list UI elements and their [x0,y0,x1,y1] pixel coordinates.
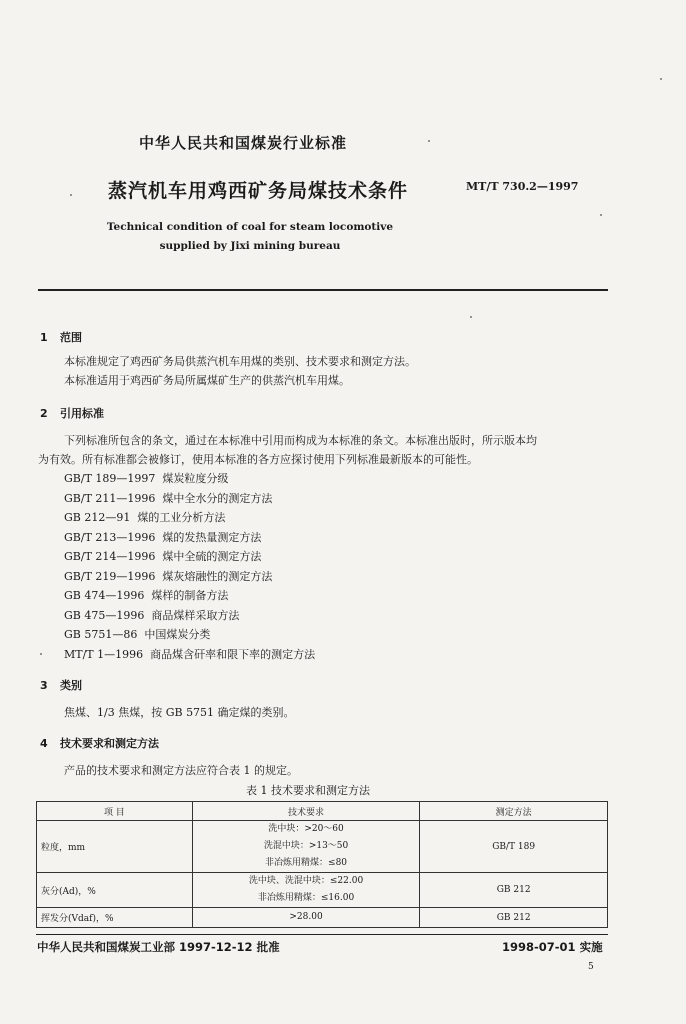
row-item-ash: 灰分(Ad)，% [37,873,193,908]
table-header-row [37,802,608,821]
footer-divider [36,934,608,935]
row-method: GB 212 [420,873,608,908]
header-item: 项 目 [37,802,193,821]
scan-speck [660,78,662,80]
section-4-number: 4 [40,737,48,750]
requirement-line: 非冶炼用精煤：≤80 [265,858,348,868]
scan-speck [600,214,602,216]
section-2-para-line-1: 下列标准所包含的条文，通过在本标准中引用而构成为本标准的条文。本标准出版时，所示版本均 [64,434,537,447]
section-4-heading [40,735,159,751]
row-method: GB/T 189 [420,821,608,873]
section-2-number: 2 [40,407,48,420]
section-1-heading [40,329,82,345]
reference-item: GB 212—91 煤的工业分析方法 [64,511,226,524]
section-1-para-1: 本标准规定了鸡西矿务局供蒸汽机车用煤的类别、技术要求和测定方法。 [64,355,416,368]
approval-line: 中华人民共和国煤炭工业部 1997-12-12 批准 [37,940,280,954]
row-requirements [192,908,420,928]
section-1-number: 1 [40,331,48,344]
section-4-para: 产品的技术要求和测定方法应符合表 1 的规定。 [64,764,298,777]
table-row [37,821,608,873]
reference-item: GB 5751—86 中国煤炭分类 [64,628,211,641]
reference-item: MT/T 1—1996 商品煤含矸率和限下率的测定方法 [64,648,316,661]
reference-item: GB/T 211—1996 煤中全水分的测定方法 [64,492,273,505]
header-divider [38,289,608,291]
scan-speck [70,194,72,196]
section-2-heading [40,405,104,421]
requirement-line: 非冶炼用精煤：≤16.00 [257,893,355,903]
document-title: 蒸汽机车用鸡西矿务局煤技术条件 [108,180,409,202]
standard-code: MT/T 730.2—1997 [466,180,579,193]
english-title-line1: Technical condition of coal for steam locomotive [106,221,394,233]
row-method: GB 212 [420,908,608,928]
section-4-title: 技术要求和测定方法 [60,737,159,750]
technical-requirements-table [36,801,608,928]
reference-item: GB 475—1996 商品煤样采取方法 [64,609,240,622]
scan-speck [470,316,472,318]
section-2-para-line-2: 为有效。所有标准都会被修订，使用本标准的各方应探讨使用下列标准最新版本的可能性。 [38,453,478,466]
requirement-line: >28.00 [289,912,323,922]
header-method: 测定方法 [420,802,608,821]
requirement-line: 洗中块、洗混中块：≤22.00 [248,876,364,886]
table-caption: 表 1 技术要求和测定方法 [246,784,370,797]
scan-speck [428,140,430,142]
section-3-number: 3 [40,679,48,692]
requirement-line: 洗中块：>20～60 [268,824,344,834]
table-row [37,908,608,928]
scan-speck [40,653,42,655]
reference-item: GB/T 219—1996 煤灰熔融性的测定方法 [64,570,273,583]
section-1-para-2: 本标准适用于鸡西矿务局所属煤矿生产的供蒸汽机车用煤。 [64,374,350,387]
reference-item: GB/T 189—1997 煤炭粒度分级 [64,472,229,485]
page-number: 5 [588,962,594,972]
reference-item: GB/T 213—1996 煤的发热量测定方法 [64,531,262,544]
section-3-para: 焦煤、1/3 焦煤，按 GB 5751 确定煤的类别。 [64,706,295,719]
section-1-title: 范围 [60,331,82,344]
row-item-volatile: 挥发分(Vdaf)，% [37,908,193,928]
row-requirements [192,821,420,873]
implementation-date: 1998-07-01 实施 [502,940,603,954]
row-item-granularity: 粒度，mm [37,821,193,873]
requirement-line: 洗混中块：>13～50 [263,841,349,851]
section-3-heading [40,677,82,693]
english-title-line2: supplied by Jixi mining bureau [159,240,341,252]
table-row [37,873,608,908]
row-requirements [192,873,420,908]
reference-item: GB/T 214—1996 煤中全硫的测定方法 [64,550,262,563]
section-2-title: 引用标准 [60,407,104,420]
reference-item: GB 474—1996 煤样的制备方法 [64,589,229,602]
issuing-organization: 中华人民共和国煤炭行业标准 [139,134,348,152]
header-requirement: 技术要求 [192,802,420,821]
section-3-title: 类别 [60,679,82,692]
